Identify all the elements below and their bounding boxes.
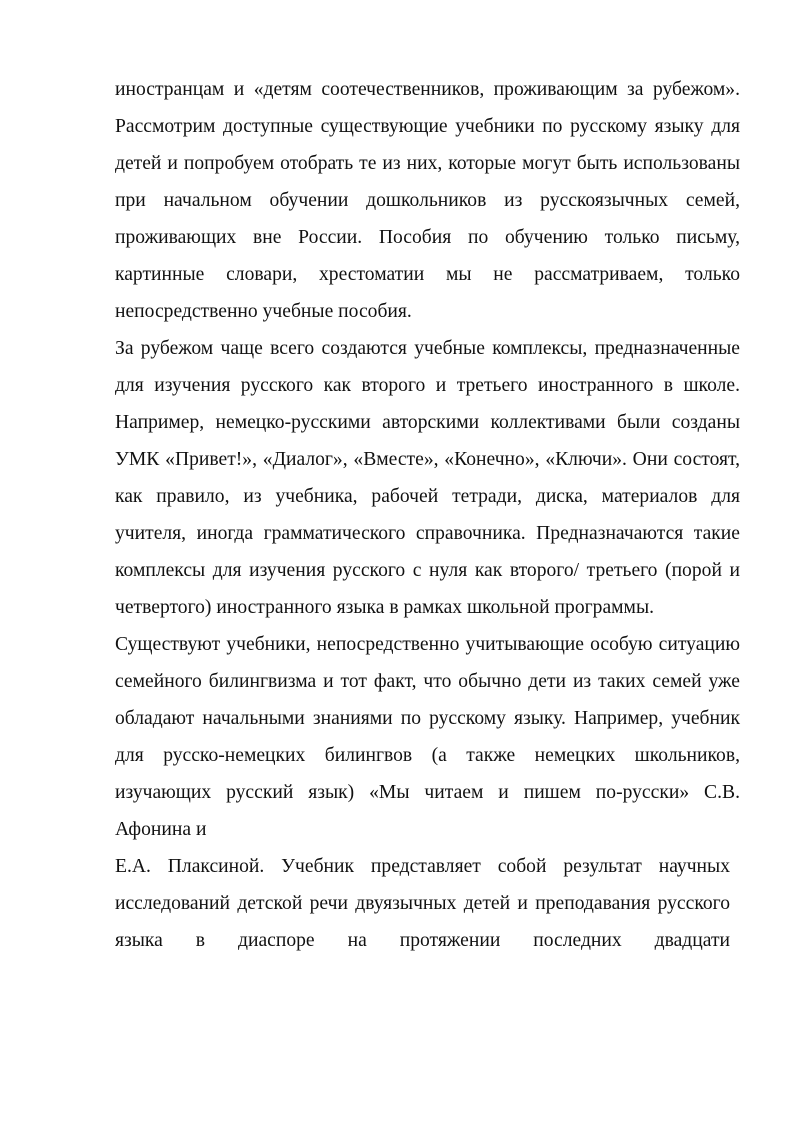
paragraph-4: Е.А. Плаксиной. Учебник представляет собой результат научных исследований детской речи двуязычных детей и преподавания русского языка в диаспоре на протяжении последних двадцати bbox=[115, 856, 730, 951]
paragraph-1: иностранцам и «детям соотечественников, проживающим за рубежом». Рассмотрим доступные существующие учебники по русскому языку для детей и попробуем отобрать те из них, которые могут быть использованы при начальном обучении дошкольников из русскоязычных семей, проживающих вне России. Пособия по обучению только письму, картинные словари, хрестоматии мы не рассматриваем, только непосредственно учебные пособия. bbox=[115, 79, 740, 322]
paragraph-2: За рубежом чаще всего создаются учебные комплексы, предназначенные для изучения русского как второго и третьего иностранного в школе. Например, немецко-русскими авторскими коллективами были созданы УМК «Привет!», «Диалог», «Вместе», «Конечно», «Ключи». Они состоят, как правило, из учебника, рабочей тетради, диска, материалов для учителя, иногда грамматического справочника. Предназначаются такие комплексы для изучения русского с нуля как второго/ третьего (порой и четвертого) иностранного языка в рамках школьной программы. bbox=[115, 338, 740, 618]
document-page bbox=[115, 71, 740, 959]
paragraph-3: Существуют учебники, непосредственно учитывающие особую ситуацию семейного билингвизма и тот факт, что обычно дети из таких семей уже обладают начальными знаниями по русскому языку. Например, учебник для русско-немецких билингвов (а также немецких школьников, изучающих русский язык) «Мы читаем и пишем по-русски» С.В. Афонина и bbox=[115, 634, 740, 840]
